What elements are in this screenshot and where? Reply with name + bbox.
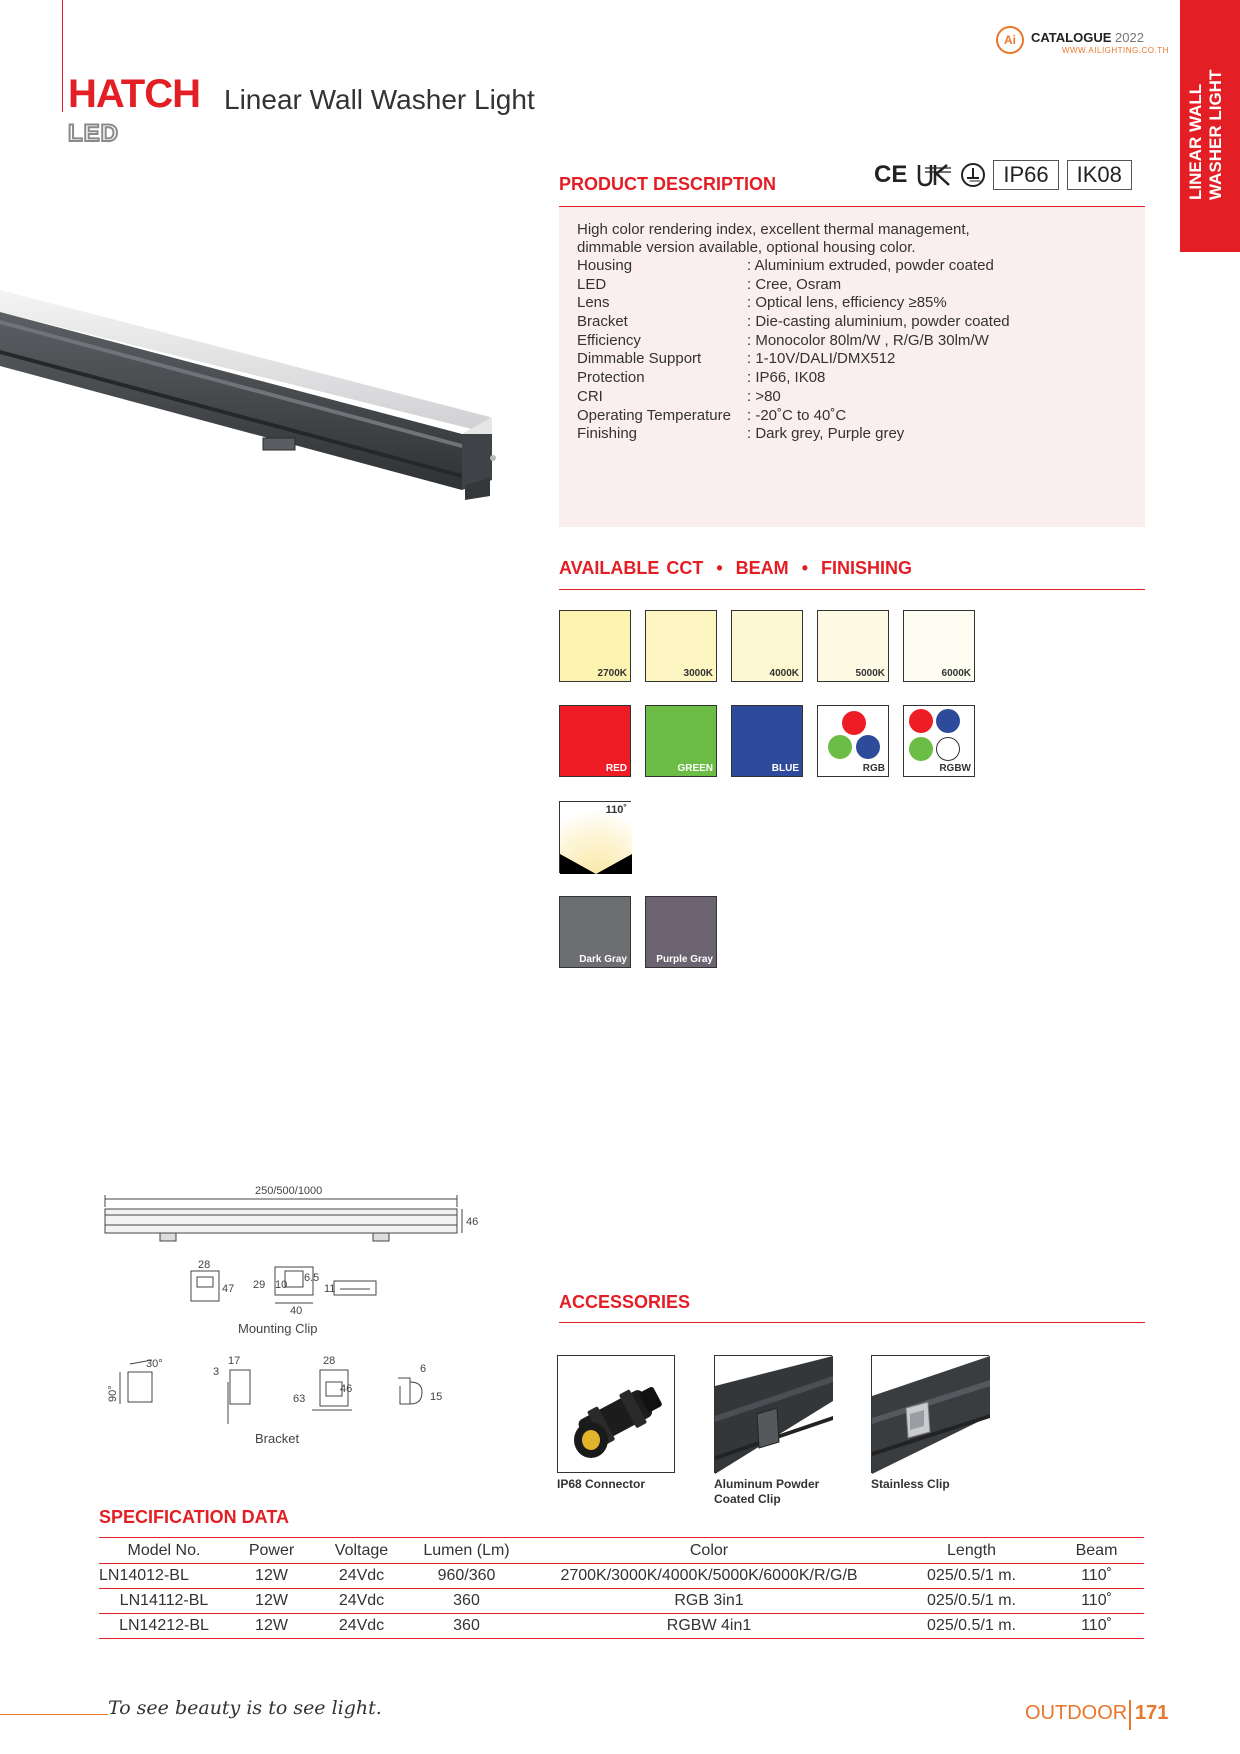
spec-value: : 1-10V/DALI/DMX512 [747,350,896,368]
cell-color: RGB 3in1 [524,1589,894,1614]
spec-label: Protection [577,369,645,387]
cell-beam: 110˚ [1049,1589,1144,1614]
blue-dot [856,735,880,759]
dim-bracket4-b: 15 [430,1391,443,1403]
accessory-ip68-connector [557,1355,675,1473]
catalogue-title-text: CATALOGUE [1031,30,1112,45]
catalogue-year: 2022 [1115,30,1144,45]
dim-clip2-a: 10 [275,1279,288,1291]
specification-table [99,1537,1144,1639]
cell-model: LN14012-BL [99,1564,229,1589]
cell-power: 12W [229,1589,314,1614]
available-title [559,558,912,579]
intro-line-2: dimmable version available, optional housing color. [577,239,916,256]
color-swatch-rgbw [903,705,975,777]
product-subtitle: Linear Wall Washer Light [224,84,535,115]
ip66-badge: IP66 [993,160,1058,190]
accessories-rule [559,1322,1145,1323]
product-image [0,290,510,500]
accessory-label [714,1477,819,1507]
stainless-clip-image [872,1356,990,1474]
cell-power: 12W [229,1564,314,1589]
catalogue-url[interactable]: WWW.AILIGHTING.CO.TH [1062,46,1169,55]
spec-value: : Optical lens, efficiency ≥85% [747,294,947,312]
dim-bracket3-a: 28 [323,1355,336,1367]
dim-bracket-angle-b: 90° [107,1385,119,1402]
swatch-label: 4000K [769,668,799,679]
accessory-stainless-clip [871,1355,989,1473]
specification-title: SPECIFICATION DATA [99,1507,289,1527]
swatch-label: RGB [862,763,885,774]
color-swatch-green [645,705,717,777]
spec-row-bracket [577,313,1010,332]
spec-label: LED [577,275,607,293]
footer-line [0,1714,108,1715]
aluminum-clip-image [715,1356,833,1474]
spec-row-cri [577,388,1010,407]
spec-label: Operating Temperature [577,406,731,424]
color-swatch-blue [731,705,803,777]
col-color: Color [524,1538,894,1564]
cell-lumen: 360 [409,1589,524,1614]
spec-value: : IP66, IK08 [747,369,826,387]
accessory-label-line: Stainless Clip [871,1477,950,1491]
green-dot [828,735,852,759]
available-rule [559,589,1145,590]
cell-color: RGBW 4in1 [524,1614,894,1639]
ai-logo-icon: Ai [996,26,1024,54]
color-swatch-red [559,705,631,777]
finish-swatch-dark-gray [559,896,631,968]
swatch-label: 5000K [855,668,885,679]
mounting-clip-label: Mounting Clip [238,1321,318,1336]
footer-divider [1129,1700,1131,1730]
spec-label: Lens [577,294,610,312]
intro-line-1: High color rendering index, excellent thermal management, [577,221,970,238]
cell-lumen: 960/360 [409,1564,524,1589]
footer-slogan: To see beauty is to see light. [108,1697,382,1719]
swatch-label: Dark Gray [579,954,627,965]
spec-value: : Dark grey, Purple grey [747,425,905,443]
accessory-label-line: IP68 Connector [557,1477,646,1491]
beam-angle-swatch [559,801,631,873]
spec-label: CRI [577,387,603,405]
ik08-badge: IK08 [1067,160,1132,190]
catalogue-title [1031,30,1144,45]
color-swatch-rgb [817,705,889,777]
accessory-label [557,1477,645,1492]
available-beam-title: BEAM [735,558,789,578]
spec-label: Dimmable Support [577,350,702,368]
spec-label: Efficiency [577,331,641,349]
spec-value: : Die-casting aluminium, powder coated [747,313,1010,331]
spec-value: : Monocolor 80lm/W , R/G/B 30lm/W [747,331,989,349]
cell-model: LN14212-BL [99,1614,229,1639]
cct-swatch-5000k [817,610,889,682]
beam-angle-label: 110˚ [605,804,627,816]
cell-lumen: 360 [409,1614,524,1639]
dim-clip3-height: 11 [324,1283,336,1295]
title-bullet: • [716,558,723,578]
cct-swatch-3000k [645,610,717,682]
spec-label: Bracket [577,313,628,331]
col-model: Model No. [99,1538,229,1564]
cell-voltage: 24Vdc [314,1589,409,1614]
blue-dot [936,709,960,733]
cell-color: 2700K/3000K/4000K/5000K/6000K/R/G/B [524,1564,894,1589]
swatch-label: RGBW [939,763,971,774]
table-row [99,1589,1144,1614]
dim-bracket4-a: 6 [420,1363,427,1375]
title-bullet: • [801,558,808,578]
spec-row-protection [577,369,1010,388]
bracket-label: Bracket [255,1431,300,1446]
spec-row-lens [577,294,1010,313]
dimension-drawing-bracket [107,1352,450,1432]
swatch-label: RED [605,763,627,774]
finish-swatch-purple-gray [645,896,717,968]
col-beam: Beam [1049,1538,1144,1564]
left-accent-line [62,0,63,112]
cell-voltage: 24Vdc [314,1614,409,1639]
red-dot [909,709,933,733]
spec-row-temperature [577,407,1010,426]
dim-bracket3-c: 46 [340,1383,353,1395]
col-voltage: Voltage [314,1538,409,1564]
spec-label: Finishing [577,425,638,443]
cell-length: 025/0.5/1 m. [894,1589,1049,1614]
swatch-label: GREEN [677,763,713,774]
cell-length: 025/0.5/1 m. [894,1564,1049,1589]
dim-clip2-height: 29 [253,1279,266,1291]
cell-beam: 110˚ [1049,1614,1144,1639]
ce-mark-icon: CE [874,161,908,188]
dim-clip2-b: 6.5 [304,1272,320,1284]
spec-row-dimmable [577,350,1010,369]
dim-height-label: 46 [466,1216,479,1228]
red-dot [842,711,866,735]
accessory-aluminum-clip [714,1355,832,1473]
ground-mark-icon [961,163,985,187]
table-row [99,1614,1144,1639]
side-tab-text [1186,10,1226,200]
side-tab-line-1: LINEAR WALL [1186,83,1205,200]
category-side-tab [1180,0,1240,252]
white-dot [936,737,960,761]
dim-clip-height: 47 [222,1283,235,1295]
product-title: HATCH [68,72,201,116]
spec-row-finishing [577,425,1010,444]
table-header-row [99,1538,1144,1564]
spec-list [577,257,1010,444]
swatch-label: Purple Gray [656,954,713,965]
swatch-label: 2700K [597,668,627,679]
dim-clip2-width: 40 [290,1305,303,1317]
col-lumen: Lumen (Lm) [409,1538,524,1564]
dim-clip-width: 28 [198,1259,211,1271]
col-length: Length [894,1538,1049,1564]
dim-bracket3-b: 63 [293,1393,306,1405]
cell-power: 12W [229,1614,314,1639]
spec-value: : Aluminium extruded, powder coated [747,257,994,274]
product-description-title: PRODUCT DESCRIPTION [559,174,777,194]
accessory-label-line: Aluminum Powder [714,1477,820,1491]
spec-row-efficiency [577,332,1010,351]
side-tab-line-2: WASHER LIGHT [1206,69,1225,200]
footer-section-name: OUTDOOR [1025,1702,1128,1724]
cct-swatch-2700k [559,610,631,682]
swatch-label: BLUE [771,763,799,774]
spec-row-housing [577,257,1010,276]
dim-bracket2-b: 3 [213,1366,220,1378]
dim-bracket-angle-a: 30° [146,1358,163,1370]
spec-row-led [577,276,1010,295]
dim-bracket2-a: 17 [228,1355,241,1367]
connector-image [558,1356,676,1474]
cct-swatch-6000k [903,610,975,682]
cell-model: LN14112-BL [99,1589,229,1614]
spec-value: : -20˚C to 40˚C [747,406,847,424]
available-finishing-title: FINISHING [821,558,913,578]
cell-voltage: 24Vdc [314,1564,409,1589]
certification-icons [874,160,1132,190]
cell-beam: 110˚ [1049,1564,1144,1589]
page-number: 171 [1135,1702,1169,1724]
cell-length: 025/0.5/1 m. [894,1614,1049,1639]
table-row [99,1564,1144,1589]
accessory-label-line: Coated Clip [714,1492,781,1506]
swatch-label: 3000K [683,668,713,679]
spec-value: : >80 [747,387,781,405]
accessory-label [871,1477,950,1492]
description-intro [577,221,1017,257]
col-power: Power [229,1538,314,1564]
spec-value: : Cree, Osram [747,275,842,293]
led-badge: LED [68,120,119,147]
green-dot [909,737,933,761]
spec-label: Housing [577,257,633,274]
cct-swatch-4000k [731,610,803,682]
available-cct-title: AVAILABLE CCT [559,558,704,578]
accessories-title: ACCESSORIES [559,1292,691,1312]
dim-length-label: 250/500/1000 [255,1185,323,1197]
ukca-mark-icon [915,162,953,188]
swatch-label: 6000K [941,668,971,679]
